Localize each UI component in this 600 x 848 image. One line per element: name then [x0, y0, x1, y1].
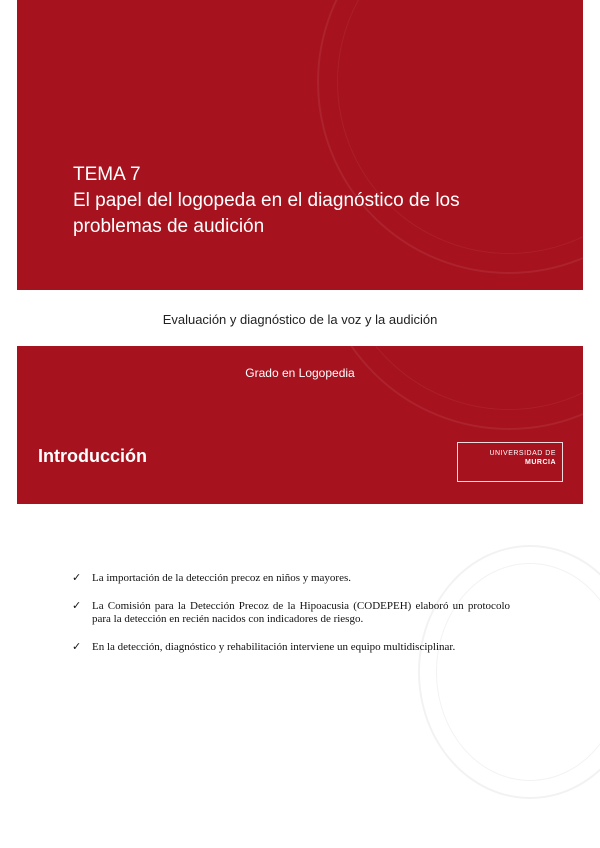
slide-title — [73, 162, 533, 240]
title-line-3: problemas de audición — [73, 216, 265, 237]
title-line-2: El papel del logopeda en el diagnóstico de los — [73, 190, 460, 211]
title-line-1: TEMA 7 — [73, 164, 141, 185]
subject-name: Evaluación y diagnóstico de la voz y la audición — [162, 312, 438, 327]
logo-line-2: MURCIA — [525, 459, 556, 466]
degree-name: Grado en Logopedia — [245, 366, 355, 380]
check-icon: ✓ — [72, 600, 82, 612]
title-slide — [17, 0, 583, 290]
section-title: Introducción — [38, 446, 147, 466]
check-icon: ✓ — [72, 572, 82, 584]
check-icon: ✓ — [72, 641, 82, 653]
bullet-text: En la detección, diagnóstico y rehabilitación interviene un equipo multidisciplinar. — [92, 641, 456, 653]
section-slide — [17, 346, 583, 504]
list-item — [72, 641, 510, 654]
list-item — [72, 572, 510, 585]
university-seal-watermark — [317, 346, 583, 430]
list-item — [72, 600, 510, 626]
bullet-text: La importación de la detección precoz en niños y mayores. — [92, 572, 352, 584]
subject-band — [17, 290, 583, 346]
logo-line-1: UNIVERSIDAD DE — [489, 450, 556, 457]
bullet-text: La Comisión para la Detección Precoz de la Hipoacusia (CODEPEH) elaboró un protocolo para la detección en recién nacidos con indicadores de riesgo. — [92, 600, 510, 625]
university-logo — [457, 442, 563, 482]
bullet-list — [72, 572, 510, 669]
